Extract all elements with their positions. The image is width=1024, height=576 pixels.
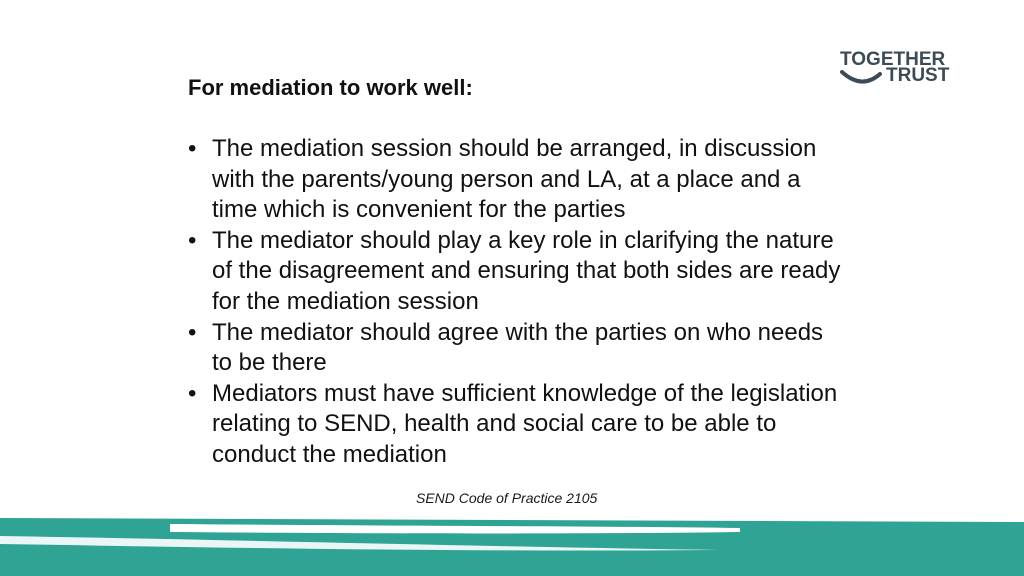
bullet-item — [188, 379, 848, 471]
bullet-item — [188, 318, 848, 379]
bullet-text: The mediation session should be arranged, in discussion with the parents/young person and LA, at a place and a time which is convenient for the parties — [212, 135, 817, 224]
bullet-text: The mediator should agree with the parties on who needs to be there — [212, 318, 824, 377]
bullet-text: The mediator should play a key role in clarifying the nature of the disagreement and ensuring that both sides are ready for the mediation session — [212, 226, 841, 315]
bullet-item — [188, 134, 848, 226]
bullet-text: Mediators must have sufficient knowledge of the legislation relating to SEND, health and social care to be able to conduct the mediation — [212, 379, 838, 468]
bullet-icon: • — [188, 318, 197, 346]
bullet-icon: • — [188, 379, 197, 407]
bullet-icon: • — [188, 226, 197, 254]
bullet-list — [188, 134, 848, 471]
bullet-item — [188, 226, 848, 318]
slide-heading: For mediation to work well: — [188, 75, 473, 100]
together-trust-logo — [836, 50, 958, 90]
logo-text-together: TOGETHER — [840, 49, 946, 70]
decorative-wave-footer — [0, 510, 1024, 576]
bullet-icon: • — [188, 135, 197, 162]
logo-text-trust: TRUST — [886, 65, 950, 86]
citation-text: SEND Code of Practice 2105 — [416, 490, 598, 506]
